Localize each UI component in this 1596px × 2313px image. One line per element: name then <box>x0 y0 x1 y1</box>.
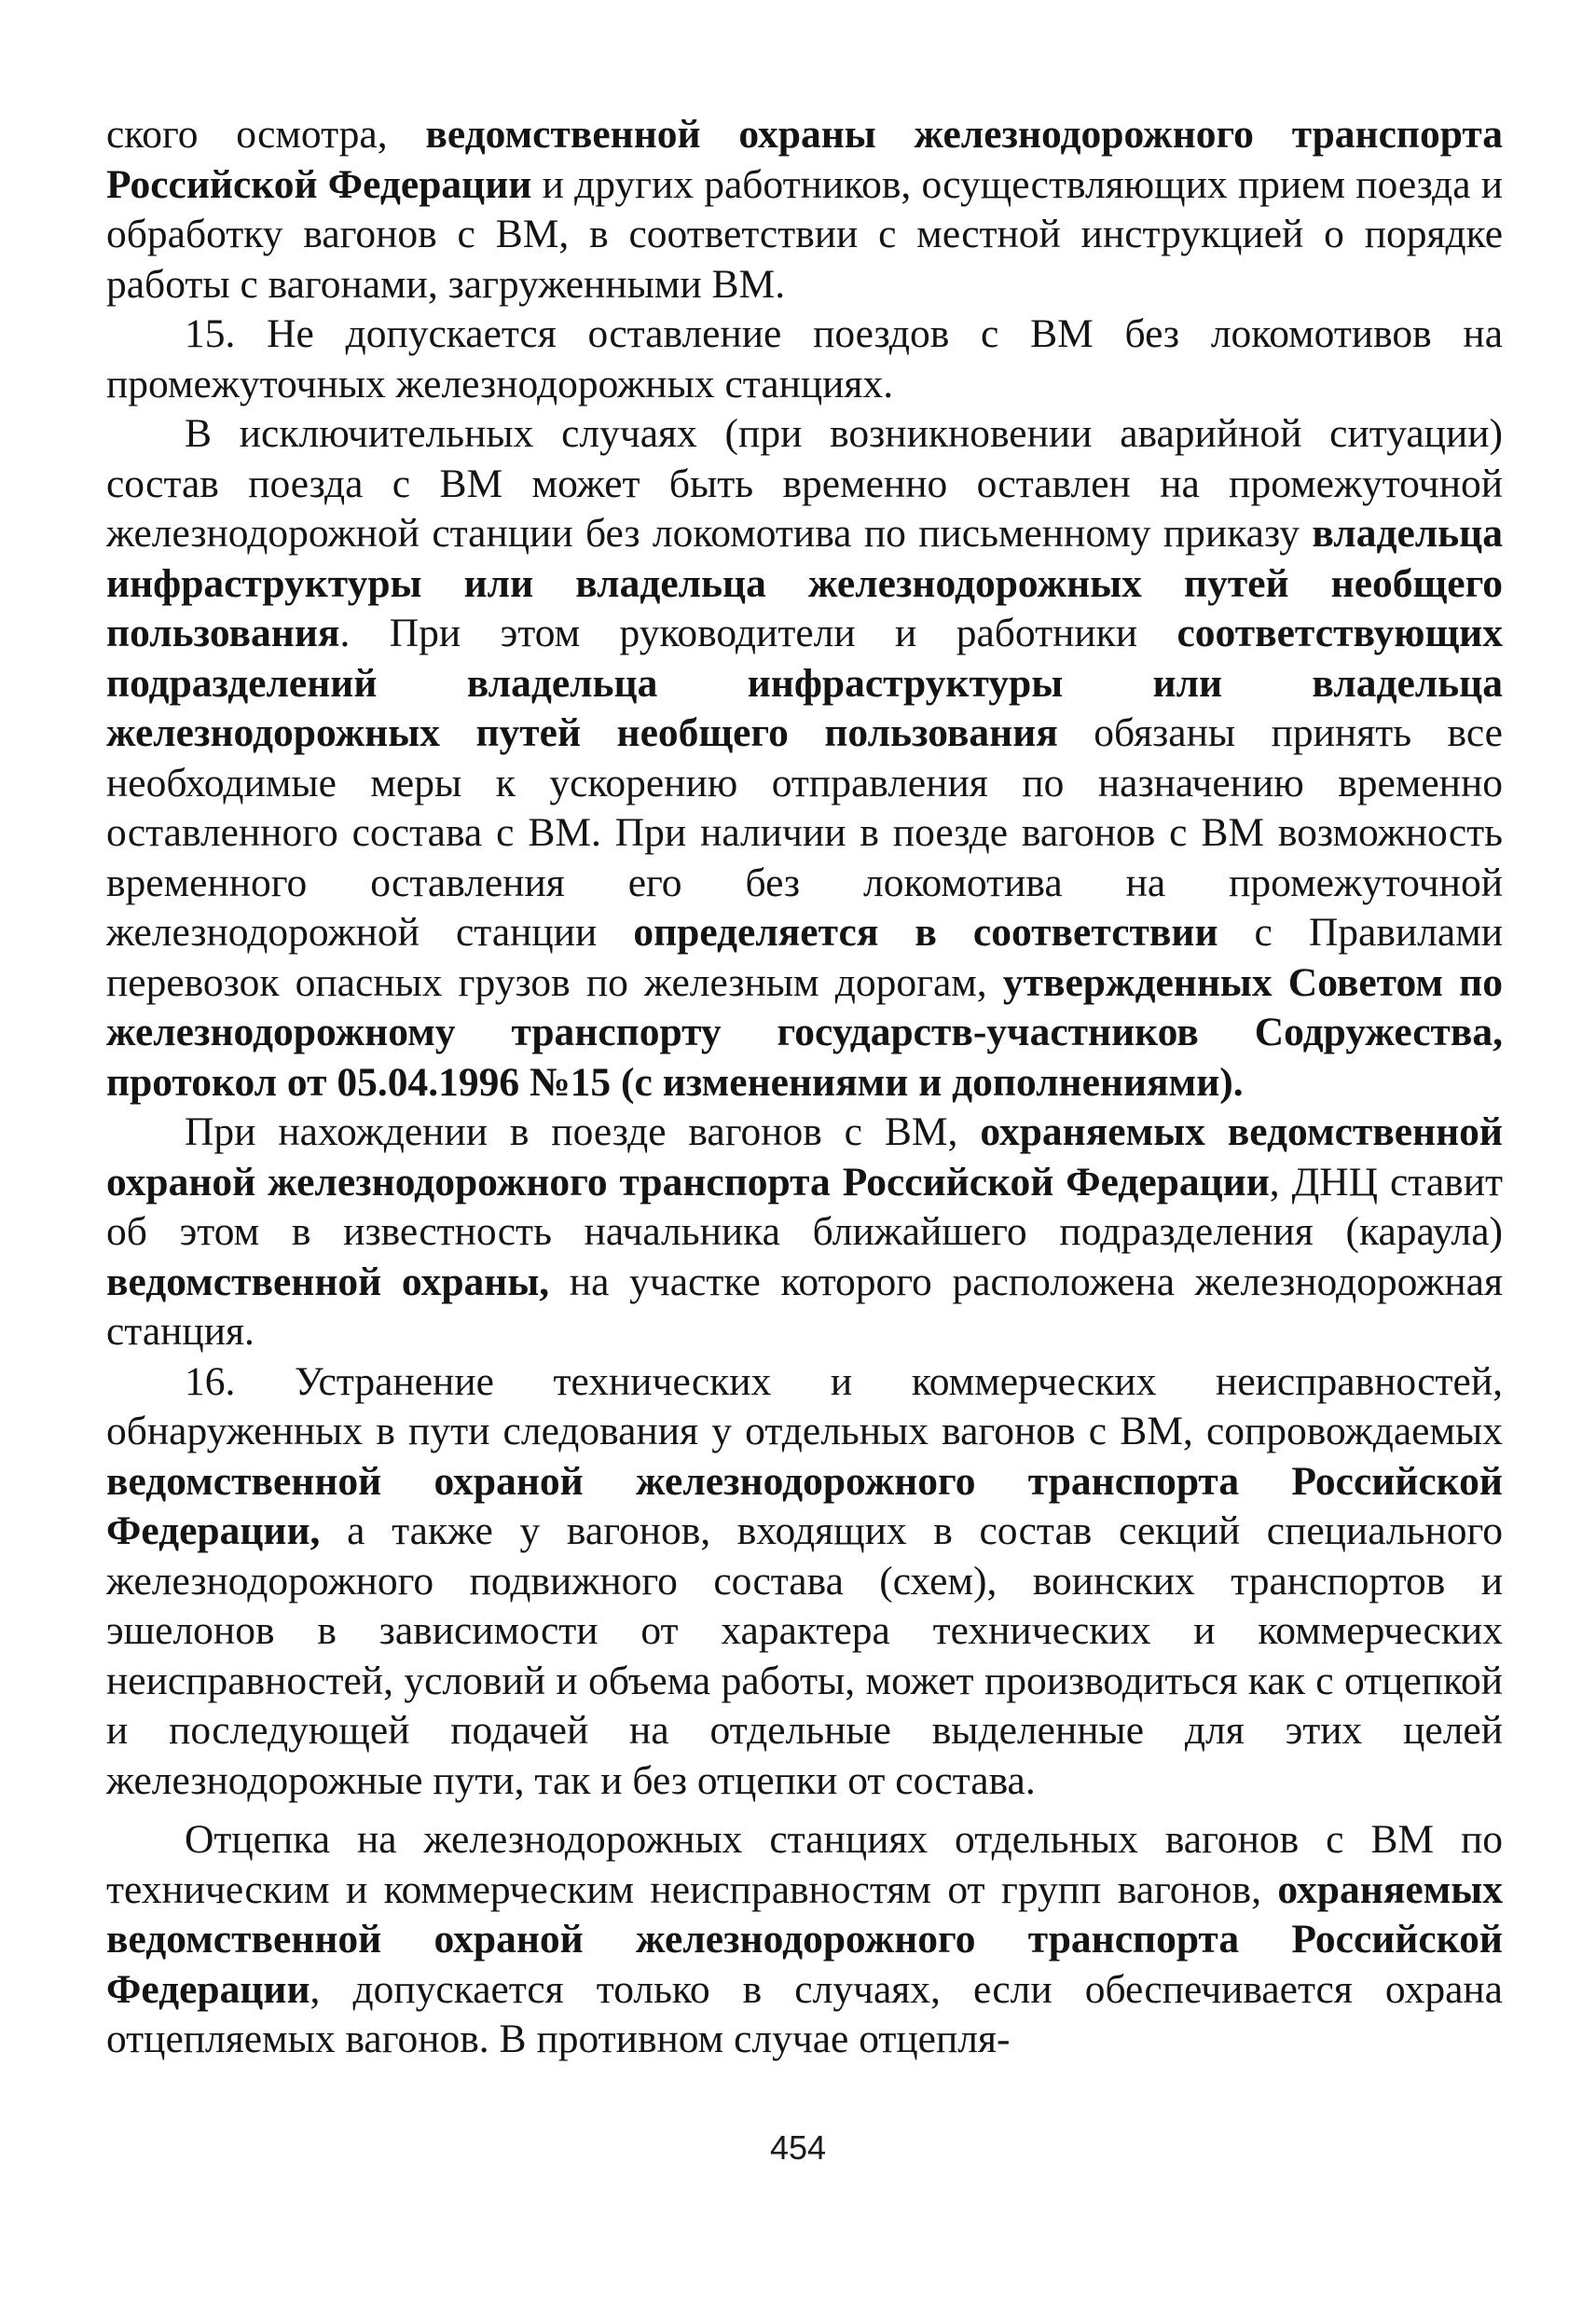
paragraph <box>106 310 1503 409</box>
bold-text-segment: владельца инфраструктуры или владельца железнодорожных путей необщего пользования <box>106 511 1503 655</box>
text-segment: Отцепка на железнодорожных станциях отдельных вагонов с ВМ по техническим и коммерческим неисправностям от групп вагонов, <box>106 1817 1503 1912</box>
bold-text-segment: определяется в соответствии <box>633 910 1218 955</box>
text-segment: на участке которого расположена железнодорожная станция. <box>106 1259 1503 1354</box>
text-segment: 16. Устранение технических и коммерческих неисправностей, обнаруженных в пути следования у отдельных вагонов с ВМ, сопровождаемых <box>106 1358 1503 1453</box>
text-segment: . При этом руководители и работники <box>339 611 1177 655</box>
bold-text-segment: соответствующих подразделений владельца инфраструктуры или владельца железнодорожных путей необщего пользования <box>106 611 1503 755</box>
text-segment: с Правилами перевозок опасных грузов по железным дорогам, <box>106 910 1504 1005</box>
paragraph <box>106 1815 1503 2065</box>
text-segment: В исключительных случаях (при возникновении аварийной ситуации) состав поезда с ВМ может быть временно оставлен на промежуточной железнодорожной станции без локомотива по письменному приказу <box>106 411 1503 556</box>
text-segment: , ДНЦ ставит об этом в известность начальника ближайшего подразделения (караула) <box>106 1159 1503 1254</box>
text-segment: 15. Не допускается оставление поездов с ВМ без локомотивов на промежуточных железнодорожных станциях. <box>106 311 1503 406</box>
text-segment: а также у вагонов, входящих в состав секций специального железнодорожного подвижного состава (схем), воинских транспортов и эшелонов в зависимости от характера технических и коммерческих неисправностей, условий и объема работы, может производиться как с отцепкой и последующей подачей на отдельные выделенные для этих целей железнодорожные пути, так и без отцепки от состава. <box>106 1508 1503 1803</box>
bold-text-segment: ведомственной охраны, <box>106 1259 550 1304</box>
bold-text-segment: ведомственной охраной железнодорожного транспорта Российской Федерации, <box>106 1458 1503 1553</box>
paragraph <box>106 110 1503 310</box>
bold-text-segment: утвержденных Советом по железнодорожному транспорту государств-участников Содружества, протокол от 05.04.1996 №15 (с изменениями и дополнениями). <box>106 959 1503 1105</box>
text-segment: ского осмотра, <box>106 112 426 157</box>
text-segment: При нахождении в поезде вагонов с ВМ, <box>185 1109 981 1154</box>
text-segment: , допускается только в случаях, если обеспечивается охрана отцепляемых вагонов. В противном случае отцепля- <box>106 1966 1503 2061</box>
body-text <box>106 110 1503 2065</box>
bold-text-segment: охраняемых ведомственной охраной железнодорожного транспорта Российской Федерации <box>106 1109 1503 1205</box>
bold-text-segment: охраняемых ведомственной охраной железнодорожного транспорта Российской Федерации <box>106 1866 1503 2012</box>
paragraph <box>106 409 1503 1108</box>
paragraph <box>106 1108 1503 1357</box>
page-number: 454 <box>769 2128 827 2167</box>
text-segment: и других работников, осуществляющих прием поезда и обработку вагонов с ВМ, в соответствии с местной инструкцией о порядке работы с вагонами, загруженными ВМ. <box>106 161 1503 307</box>
text-segment: обязаны принять все необходимые меры к ускорению отправления по назначению временно оставленного состава с ВМ. При наличии в поезде вагонов с ВМ возможность временного оставления его без локомотива на промежуточной железнодорожной станции <box>106 710 1503 955</box>
bold-text-segment: ведомственной охраны железнодорожного транспорта Российской Федерации <box>106 112 1504 207</box>
paragraph <box>106 1357 1503 1807</box>
